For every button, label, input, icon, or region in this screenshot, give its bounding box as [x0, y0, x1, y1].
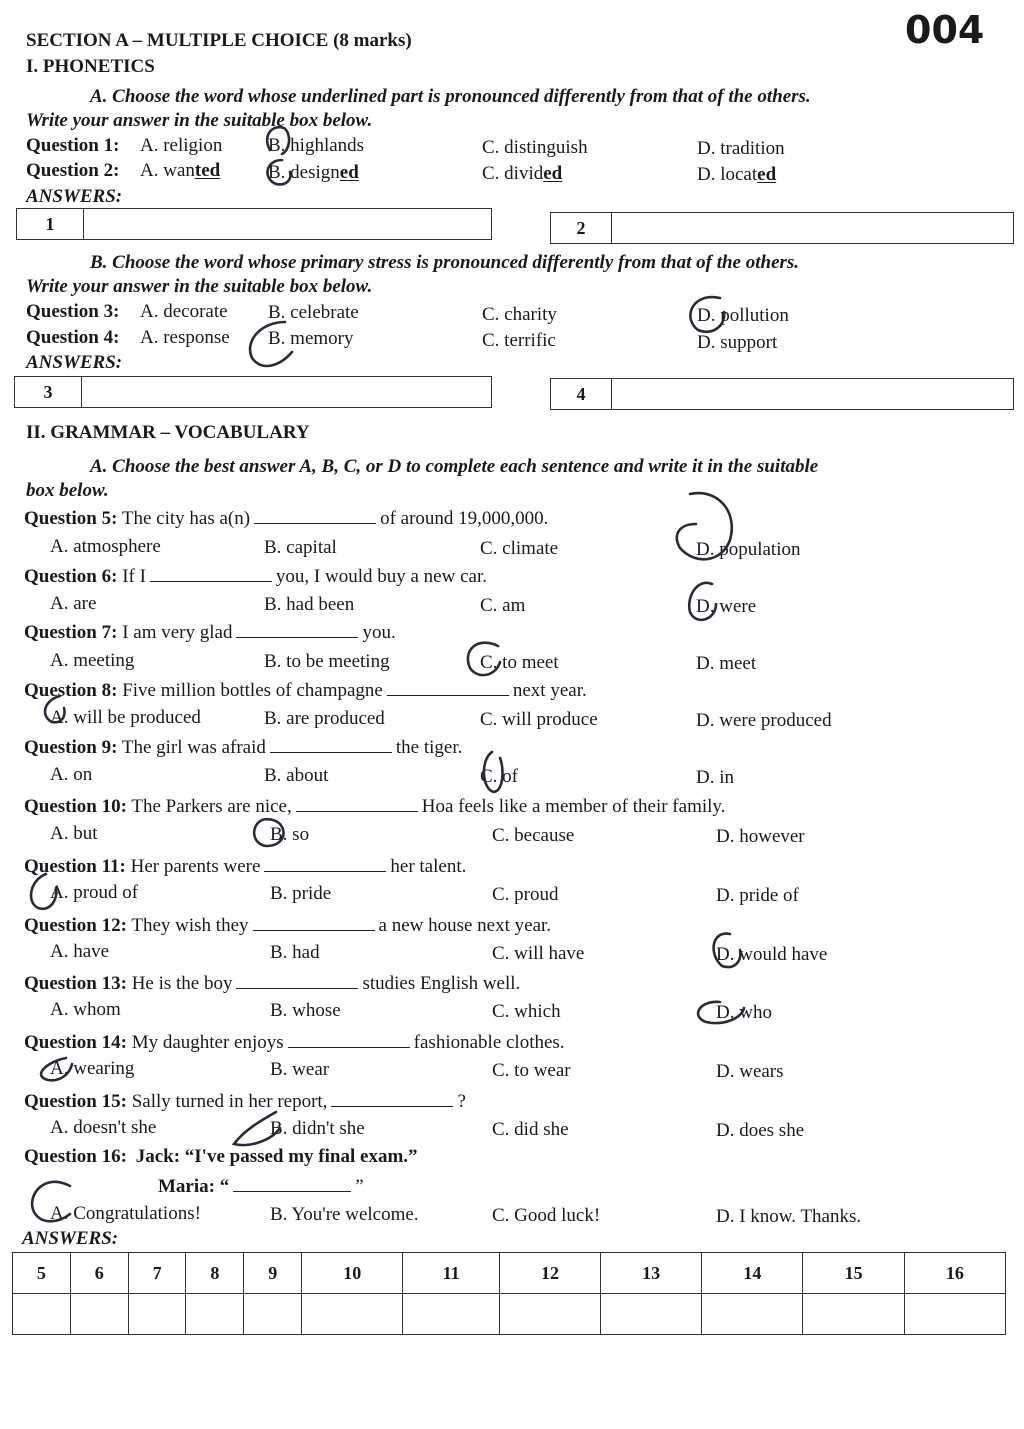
grammar-instruction-1: A. Choose the best answer A, B, C, or D to complete each sentence and write it in the suitable	[90, 456, 819, 477]
q12-post: a new house next year.	[378, 915, 552, 936]
q12-option-a: A. have	[50, 941, 110, 962]
q15-blank[interactable]	[331, 1092, 453, 1107]
part-b-instruction-1: B. Choose the word whose primary stress is pronounced differently from that of the others.	[90, 252, 800, 273]
q11-option-c: C. proud	[492, 884, 559, 905]
q8-label: Question 8:	[24, 680, 118, 701]
q1-label: Question 1:	[26, 135, 120, 156]
q10-option-b: B. so	[270, 824, 310, 845]
q2-option-b: B. designed	[268, 162, 359, 183]
answer-box-2[interactable]	[550, 212, 1014, 244]
q13-option-d: D. who	[716, 1002, 772, 1023]
q3-option-a: A. decorate	[140, 301, 228, 322]
q11-option-a: A. proud of	[50, 882, 139, 903]
q10-option-d: D. however	[716, 826, 805, 847]
answer-box-1[interactable]	[16, 208, 492, 240]
q15-option-c: C. did she	[492, 1119, 569, 1140]
q6-blank[interactable]	[150, 567, 272, 582]
q15-post: ?	[457, 1091, 466, 1112]
q1-option-c: C. distinguish	[482, 137, 588, 158]
q7-post: you.	[362, 622, 396, 643]
q7-stem	[24, 622, 396, 644]
q6-option-a: A. are	[50, 593, 97, 614]
grid-number-8: 8	[186, 1253, 244, 1294]
answers-label-b: ANSWERS:	[26, 352, 123, 373]
q1-option-d: D. tradition	[697, 138, 785, 159]
q12-pre: They wish they	[131, 915, 249, 936]
q16-stem	[24, 1146, 418, 1168]
grid-answer-cell-9[interactable]	[244, 1294, 302, 1335]
answer-box-2-number: 2	[551, 213, 612, 243]
q16-option-a: A. Congratulations!	[50, 1203, 201, 1224]
q14-label: Question 14:	[24, 1032, 127, 1053]
q12-option-d: D. would have	[716, 944, 828, 965]
grid-number-16: 16	[904, 1253, 1005, 1294]
q14-option-c: C. to wear	[492, 1060, 571, 1081]
q10-post: Hoa feels like a member of their family.	[421, 796, 726, 817]
q5-option-b: B. capital	[264, 537, 337, 558]
answer-box-3-field[interactable]	[82, 377, 491, 407]
answer-box-4-field[interactable]	[612, 379, 1013, 409]
q7-option-d: D. meet	[696, 653, 757, 674]
q15-label: Question 15:	[24, 1091, 127, 1112]
q10-pre: The Parkers are nice,	[131, 796, 292, 817]
q9-pre: The girl was afraid	[121, 737, 266, 758]
q15-option-a: A. doesn't she	[50, 1117, 157, 1138]
q13-label: Question 13:	[24, 973, 127, 994]
answer-box-1-field[interactable]	[84, 209, 491, 239]
q4-label: Question 4:	[26, 327, 120, 348]
q5-post: of around 19,000,000.	[380, 508, 549, 529]
q3-option-d: D. pollution	[697, 305, 789, 326]
section-title: SECTION A – MULTIPLE CHOICE (8 marks)	[26, 30, 412, 51]
q9-post: the tiger.	[395, 737, 463, 758]
q4-option-a: A. response	[140, 327, 230, 348]
answer-box-2-field[interactable]	[612, 213, 1013, 243]
answers-label-grammar: ANSWERS:	[22, 1228, 119, 1249]
q11-label: Question 11:	[24, 856, 126, 877]
q13-option-c: C. which	[492, 1001, 561, 1022]
q7-option-b: B. to be meeting	[264, 651, 390, 672]
q8-stem	[24, 680, 587, 702]
grid-number-13: 13	[601, 1253, 702, 1294]
answer-box-3[interactable]	[14, 376, 492, 408]
q13-stem	[24, 973, 520, 995]
q9-blank[interactable]	[270, 738, 392, 753]
q14-option-d: D. wears	[716, 1061, 784, 1082]
q12-blank[interactable]	[253, 916, 375, 931]
grid-number-11: 11	[403, 1253, 499, 1294]
q4-option-c: C. terrific	[482, 330, 556, 351]
grid-number-7: 7	[128, 1253, 186, 1294]
q8-option-d: D. were produced	[696, 710, 832, 731]
q10-stem	[24, 796, 725, 818]
exam-code: 004	[905, 8, 985, 52]
q14-stem	[24, 1032, 565, 1054]
grid-answer-cell-15[interactable]	[803, 1294, 904, 1335]
grid-answer-cell-14[interactable]	[702, 1294, 803, 1335]
q1-option-a: A. religion	[140, 135, 223, 156]
q7-pre: I am very glad	[122, 622, 233, 643]
q14-option-b: B. wear	[270, 1059, 330, 1080]
q14-post: fashionable clothes.	[413, 1032, 565, 1053]
q5-option-a: A. atmosphere	[50, 536, 161, 557]
grammar-instruction-2: box below.	[26, 480, 109, 501]
q16-option-b: B. You're welcome.	[270, 1204, 419, 1225]
grid-answer-cell-10[interactable]	[302, 1294, 403, 1335]
phonetics-title: I. PHONETICS	[26, 56, 155, 77]
q9-stem	[24, 737, 462, 759]
q13-post: studies English well.	[362, 973, 521, 994]
grid-number-5: 5	[13, 1253, 71, 1294]
q4-option-d: D. support	[697, 332, 778, 353]
answers-label-a: ANSWERS:	[26, 186, 123, 207]
q6-option-b: B. had been	[264, 594, 355, 615]
q9-option-a: A. on	[50, 764, 93, 785]
q8-option-c: C. will produce	[480, 709, 598, 730]
grammar-title: II. GRAMMAR – VOCABULARY	[26, 422, 310, 443]
q13-option-b: B. whose	[270, 1000, 341, 1021]
q11-blank[interactable]	[264, 857, 386, 872]
answer-grid-answer-row	[13, 1294, 1006, 1335]
answer-grid-header-row	[13, 1253, 1006, 1294]
grid-number-9: 9	[244, 1253, 302, 1294]
part-a-instruction-1: A. Choose the word whose underlined part is pronounced differently from that of the others.	[90, 86, 811, 107]
q11-option-d: D. pride of	[716, 885, 799, 906]
part-b-instruction-2: Write your answer in the suitable box below.	[26, 276, 373, 297]
part-a-instruction-2: Write your answer in the suitable box below.	[26, 110, 373, 131]
q3-option-c: C. charity	[482, 304, 557, 325]
q16-blank[interactable]	[233, 1177, 351, 1192]
grid-answer-cell-5[interactable]	[13, 1294, 71, 1335]
q12-option-b: B. had	[270, 942, 320, 963]
q6-post: you, I would buy a new car.	[275, 566, 487, 587]
q13-blank[interactable]	[236, 974, 358, 989]
q6-option-d: D. were	[696, 596, 757, 617]
q9-option-c: C. of	[480, 766, 518, 787]
grid-answer-cell-11[interactable]	[403, 1294, 499, 1335]
q2-label: Question 2:	[26, 160, 120, 181]
grid-answer-cell-16[interactable]	[904, 1294, 1005, 1335]
grid-answer-cell-8[interactable]	[186, 1294, 244, 1335]
q15-pre: Sally turned in her report,	[131, 1091, 328, 1112]
q1-option-b: B. highlands	[268, 135, 365, 156]
q11-post: her talent.	[390, 856, 467, 877]
q14-pre: My daughter enjoys	[131, 1032, 284, 1053]
q15-option-b: B. didn't she	[270, 1118, 365, 1139]
q5-stem	[24, 508, 548, 530]
q12-label: Question 12:	[24, 915, 127, 936]
grid-number-14: 14	[702, 1253, 803, 1294]
q7-option-a: A. meeting	[50, 650, 135, 671]
answer-grid	[12, 1252, 1006, 1335]
q13-pre: He is the boy	[131, 973, 233, 994]
q15-option-d: D. does she	[716, 1120, 805, 1141]
q5-option-c: C. climate	[480, 538, 559, 559]
q16-label: Question 16:	[24, 1146, 127, 1167]
q7-blank[interactable]	[236, 623, 358, 638]
q6-label: Question 6:	[24, 566, 118, 587]
answer-box-4[interactable]	[550, 378, 1014, 410]
q16-line1: Jack: “I've passed my final exam.”	[135, 1146, 418, 1167]
answer-box-4-number: 4	[551, 379, 612, 409]
q6-pre: If I	[122, 566, 146, 587]
q8-pre: Five million bottles of champagne	[122, 680, 383, 701]
q2-option-c: C. divided	[482, 163, 563, 184]
grid-answer-cell-13[interactable]	[601, 1294, 702, 1335]
q11-pre: Her parents were	[130, 856, 261, 877]
q10-label: Question 10:	[24, 796, 127, 817]
q9-label: Question 9:	[24, 737, 118, 758]
q16-maria-line	[158, 1176, 364, 1198]
q4-option-b: B. memory	[268, 328, 354, 349]
q9-option-d: D. in	[696, 767, 734, 788]
q16-option-d: D. I know. Thanks.	[716, 1206, 862, 1227]
q16-maria-close: ”	[355, 1176, 364, 1197]
q5-pre: The city has a(n)	[121, 508, 251, 529]
q7-option-c: C. to meet	[480, 652, 559, 673]
q2-option-d: D. located	[697, 164, 777, 185]
q3-option-b: B. celebrate	[268, 302, 359, 323]
q5-blank[interactable]	[254, 509, 376, 524]
q8-post: next year.	[512, 680, 587, 701]
grid-number-6: 6	[70, 1253, 128, 1294]
q8-option-b: B. are produced	[264, 708, 385, 729]
q5-option-d: D. population	[696, 539, 801, 560]
q14-option-a: A. wearing	[50, 1058, 135, 1079]
grid-number-15: 15	[803, 1253, 904, 1294]
grid-number-10: 10	[302, 1253, 403, 1294]
q16-maria: Maria: “	[158, 1176, 230, 1197]
q8-blank[interactable]	[387, 681, 509, 696]
q12-stem	[24, 915, 551, 937]
q2-option-a: A. wanted	[140, 160, 221, 181]
q6-stem	[24, 566, 487, 588]
q6-option-c: C. am	[480, 595, 526, 616]
q11-option-b: B. pride	[270, 883, 332, 904]
q15-stem	[24, 1091, 466, 1113]
q11-stem	[24, 856, 466, 878]
answer-box-1-number: 1	[17, 209, 84, 239]
q7-label: Question 7:	[24, 622, 118, 643]
answer-box-3-number: 3	[15, 377, 82, 407]
grid-answer-cell-12[interactable]	[499, 1294, 600, 1335]
grid-answer-cell-7[interactable]	[128, 1294, 186, 1335]
q8-option-a: A. will be produced	[50, 707, 201, 728]
q16-option-c: C. Good luck!	[492, 1205, 601, 1226]
q5-label: Question 5:	[24, 508, 118, 529]
q10-blank[interactable]	[296, 797, 418, 812]
grid-answer-cell-6[interactable]	[70, 1294, 128, 1335]
q3-label: Question 3:	[26, 301, 120, 322]
q9-option-b: B. about	[264, 765, 329, 786]
q13-option-a: A. whom	[50, 999, 121, 1020]
q10-option-a: A. but	[50, 823, 98, 844]
grid-number-12: 12	[499, 1253, 600, 1294]
q12-option-c: C. will have	[492, 943, 585, 964]
q14-blank[interactable]	[288, 1033, 410, 1048]
q10-option-c: C. because	[492, 825, 575, 846]
